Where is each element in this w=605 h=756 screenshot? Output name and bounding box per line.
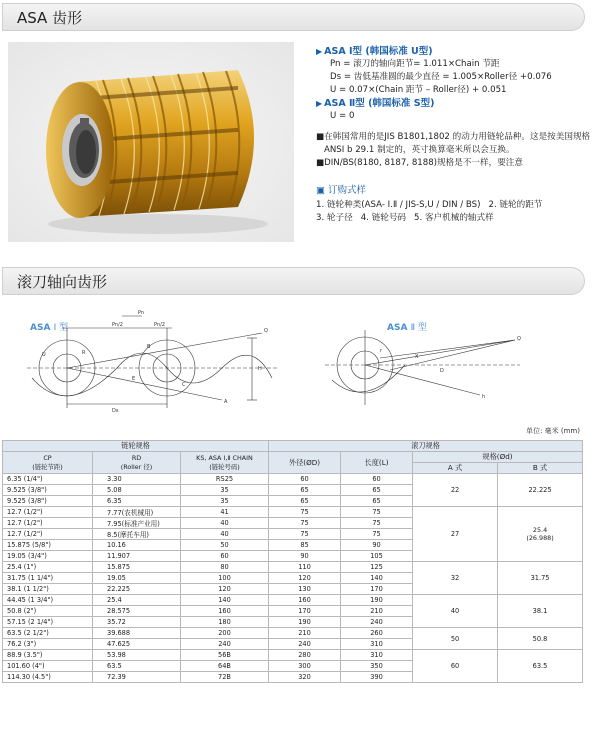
table-cell: 60 xyxy=(181,551,269,562)
table-cell: 6.35 (1/4") xyxy=(3,474,93,485)
table-cell: 180 xyxy=(181,617,269,628)
diagram-b-label: ASA Ⅱ 型 xyxy=(387,323,427,333)
asa2-formula-u: U = 0 xyxy=(330,111,355,121)
section-header-hob-profile xyxy=(2,267,585,295)
group-sprocket-spec: 链轮规格 xyxy=(3,441,269,452)
mark-q: Q xyxy=(264,328,268,334)
bore-b-group-2: 25.4 (26.988) xyxy=(498,507,583,562)
hob-cutter-image xyxy=(8,42,294,242)
mark-pn: Pn xyxy=(138,310,145,316)
table-cell: 260 xyxy=(341,628,413,639)
bore-a-group-2: 27 xyxy=(413,507,498,562)
table-cell: 63.5 (2 1/2") xyxy=(3,628,93,639)
table-cell: 310 xyxy=(341,639,413,650)
bore-a-group-5: 50 xyxy=(413,628,498,650)
hob-spec-table xyxy=(2,440,583,683)
table-cell: 25.4 (1") xyxy=(3,562,93,573)
table-cell: 75 xyxy=(269,507,341,518)
table-cell: 160 xyxy=(181,606,269,617)
order-item-4: 4. 链轮号码 xyxy=(360,213,407,223)
table-cell: 57.15 (2 1/4") xyxy=(3,617,93,628)
table-cell: 64B xyxy=(181,661,269,672)
table-cell: 75 xyxy=(341,518,413,529)
section-title: ASA 齿形 xyxy=(17,9,83,27)
table-cell: 190 xyxy=(341,595,413,606)
mark-pn2-right: Pn/2 xyxy=(154,322,165,328)
order-item-1: 1. 链轮种类(ASA- Ⅰ.Ⅱ / JIS-S,U / DIN / BS) xyxy=(316,200,481,210)
table-row xyxy=(3,650,583,661)
table-cell: 76.2 (3") xyxy=(3,639,93,650)
table-cell: 350 xyxy=(341,661,413,672)
table-cell: 240 xyxy=(181,639,269,650)
mark-c: C xyxy=(182,382,186,388)
table-cell: 40 xyxy=(181,518,269,529)
table-cell: 72B xyxy=(181,672,269,683)
table-cell: 80 xyxy=(181,562,269,573)
bore-b-group-4: 38.1 xyxy=(498,595,583,628)
mark-x: X xyxy=(415,354,419,360)
order-item-3: 3. 轮子径 xyxy=(316,213,353,223)
bore-a-group-4: 40 xyxy=(413,595,498,628)
table-cell: 15.875 xyxy=(93,562,181,573)
table-cell: 53.98 xyxy=(93,650,181,661)
table-cell: 56B xyxy=(181,650,269,661)
mark-h: H xyxy=(258,366,262,372)
table-cell: 60 xyxy=(269,474,341,485)
table-cell: 240 xyxy=(269,639,341,650)
table-cell: 9.525 (3/8") xyxy=(3,496,93,507)
section-title: 滚刀轴向齿形 xyxy=(17,273,108,291)
table-cell: 190 xyxy=(269,617,341,628)
table-cell: 47.625 xyxy=(93,639,181,650)
spec-table-body xyxy=(3,474,583,683)
table-cell: 10.16 xyxy=(93,540,181,551)
table-cell: 12.7 (1/2") xyxy=(3,518,93,529)
mark-r-b: r xyxy=(380,348,383,354)
mark-b: B xyxy=(147,344,151,350)
bore-b-group-3: 31.75 xyxy=(498,562,583,595)
bore-b-group-6: 63.5 xyxy=(498,650,583,683)
table-cell: 110 xyxy=(269,562,341,573)
table-cell: 8.5(摩托车用) xyxy=(93,529,181,540)
table-cell: 90 xyxy=(269,551,341,562)
table-cell: 75 xyxy=(269,529,341,540)
col-chain: KS, ASA Ⅰ,Ⅱ CHAIN (链轮号码) xyxy=(181,452,269,474)
table-cell: 50.8 (2") xyxy=(3,606,93,617)
table-row xyxy=(3,507,583,518)
group-hob-spec: 滚刀规格 xyxy=(269,441,583,452)
table-cell: 101.60 (4") xyxy=(3,661,93,672)
table-cell: 25.4 xyxy=(93,595,181,606)
table-cell: 5.08 xyxy=(93,485,181,496)
table-cell: 6.35 xyxy=(93,496,181,507)
order-item-5: 5. 客户机械的轴式样 xyxy=(414,213,494,223)
table-row xyxy=(3,562,583,573)
asa-info-block xyxy=(316,45,604,225)
table-cell: 19.05 xyxy=(93,573,181,584)
table-cell: 88.9 (3.5") xyxy=(3,650,93,661)
table-row xyxy=(3,474,583,485)
mark-u: U xyxy=(42,352,46,358)
mark-q-b: Q xyxy=(517,336,521,342)
note-jis: ■在韩国常用的是JIS B1801,1802 的动力用链轮品种。这是按美国规格 xyxy=(316,132,591,142)
asa1-formula-u: U = 0.07×(Chain 距节 – Roller径) + 0.051 xyxy=(330,85,507,95)
asa1-profile-diagram xyxy=(22,308,282,418)
note-ansi: ANSI b 29.1 制定的，英寸换算毫米所以会互换。 xyxy=(324,145,515,155)
table-cell: 7.95(标准产业用) xyxy=(93,518,181,529)
table-cell: 41 xyxy=(181,507,269,518)
table-cell: 170 xyxy=(341,584,413,595)
bore-a-group-3: 32 xyxy=(413,562,498,595)
mark-ds: Ds xyxy=(112,408,119,414)
table-cell: 11.907 xyxy=(93,551,181,562)
table-cell: 44.45 (1 3/4") xyxy=(3,595,93,606)
mark-h-b: h xyxy=(482,394,486,400)
mark-a: A xyxy=(224,399,228,405)
unit-note: 单位: 毫米 (mm) xyxy=(526,427,580,435)
bore-b-group-1: 22.225 xyxy=(498,474,583,507)
table-cell: 300 xyxy=(269,661,341,672)
mark-e: E xyxy=(132,376,136,382)
table-cell: 35.72 xyxy=(93,617,181,628)
table-cell: 15.875 (5/8") xyxy=(3,540,93,551)
table-cell: 390 xyxy=(341,672,413,683)
col-rd: RD (Roller 径) xyxy=(93,452,181,474)
table-cell: 140 xyxy=(341,573,413,584)
col-type-b: B 式 xyxy=(498,463,583,474)
table-cell: 120 xyxy=(181,584,269,595)
table-row xyxy=(3,595,583,606)
mark-r: R xyxy=(82,350,86,356)
table-cell: RS25 xyxy=(181,474,269,485)
order-item-2: 2. 链轮的距节 xyxy=(488,200,543,210)
asa1-formula-pn: Pn = 滚刀的轴向距节= 1.011×Chain 节距 xyxy=(330,59,500,69)
asa2-profile-diagram xyxy=(320,320,530,410)
table-cell: 22.225 xyxy=(93,584,181,595)
table-cell: 75 xyxy=(341,529,413,540)
bore-a-group-1: 22 xyxy=(413,474,498,507)
section-header-asa xyxy=(2,3,585,31)
table-cell: 210 xyxy=(341,606,413,617)
table-cell: 310 xyxy=(341,650,413,661)
asa1-heading: ▶ ASA Ⅰ型 (韩国标准 U型) xyxy=(316,46,433,57)
table-cell: 120 xyxy=(269,573,341,584)
table-cell: 114.30 (4.5") xyxy=(3,672,93,683)
table-cell: 320 xyxy=(269,672,341,683)
table-cell: 65 xyxy=(341,485,413,496)
table-cell: 125 xyxy=(341,562,413,573)
table-cell: 160 xyxy=(269,595,341,606)
table-cell: 19.05 (3/4") xyxy=(3,551,93,562)
asa1-formula-ds: Ds = 齿低基准圆的最少直径 = 1.005×Roller径 +0.076 xyxy=(330,72,552,82)
order-spec-title: ▣ 订购式样 xyxy=(316,185,366,196)
table-cell: 65 xyxy=(269,485,341,496)
table-cell: 240 xyxy=(341,617,413,628)
diagram-a-label: ASA Ⅰ 型 xyxy=(30,323,69,333)
bore-b-group-5: 50.8 xyxy=(498,628,583,650)
note-din: ■DIN/BS(8180, 8187, 8188)规格是不一样，要注意 xyxy=(316,158,523,168)
table-cell: 9.525 (3/8") xyxy=(3,485,93,496)
bore-a-group-6: 60 xyxy=(413,650,498,683)
col-bore-spec: 规格(Ød) xyxy=(413,452,583,463)
table-cell: 28.575 xyxy=(93,606,181,617)
table-cell: 170 xyxy=(269,606,341,617)
table-cell: 7.77(农机械用) xyxy=(93,507,181,518)
table-cell: 65 xyxy=(341,496,413,507)
table-cell: 63.5 xyxy=(93,661,181,672)
table-cell: 210 xyxy=(269,628,341,639)
table-cell: 65 xyxy=(269,496,341,507)
col-od: 外径(ØD) xyxy=(269,452,341,474)
col-type-a: A 式 xyxy=(413,463,498,474)
table-cell: 40 xyxy=(181,529,269,540)
mark-pn2-left: Pn/2 xyxy=(112,322,123,328)
table-cell: 130 xyxy=(269,584,341,595)
table-cell: 100 xyxy=(181,573,269,584)
table-cell: 50 xyxy=(181,540,269,551)
table-cell: 38.1 (1 1/2") xyxy=(3,584,93,595)
table-cell: 75 xyxy=(269,518,341,529)
table-cell: 200 xyxy=(181,628,269,639)
table-cell: 12.7 (1/2") xyxy=(3,529,93,540)
table-cell: 140 xyxy=(181,595,269,606)
table-cell: 12.7 (1/2") xyxy=(3,507,93,518)
table-cell: 35 xyxy=(181,496,269,507)
asa2-heading: ▶ ASA Ⅱ型 (韩国标准 S型) xyxy=(316,98,435,109)
table-cell: 85 xyxy=(269,540,341,551)
table-cell: 31.75 (1 1/4") xyxy=(3,573,93,584)
table-cell: 3.30 xyxy=(93,474,181,485)
col-cp: CP (链轮节距) xyxy=(3,452,93,474)
mark-d: D xyxy=(440,368,444,374)
col-length: 长度(L) xyxy=(341,452,413,474)
table-cell: 35 xyxy=(181,485,269,496)
table-cell: 90 xyxy=(341,540,413,551)
table-cell: 39.688 xyxy=(93,628,181,639)
table-cell: 72.39 xyxy=(93,672,181,683)
table-cell: 60 xyxy=(341,474,413,485)
table-cell: 280 xyxy=(269,650,341,661)
table-row xyxy=(3,628,583,639)
table-cell: 105 xyxy=(341,551,413,562)
table-cell: 75 xyxy=(341,507,413,518)
